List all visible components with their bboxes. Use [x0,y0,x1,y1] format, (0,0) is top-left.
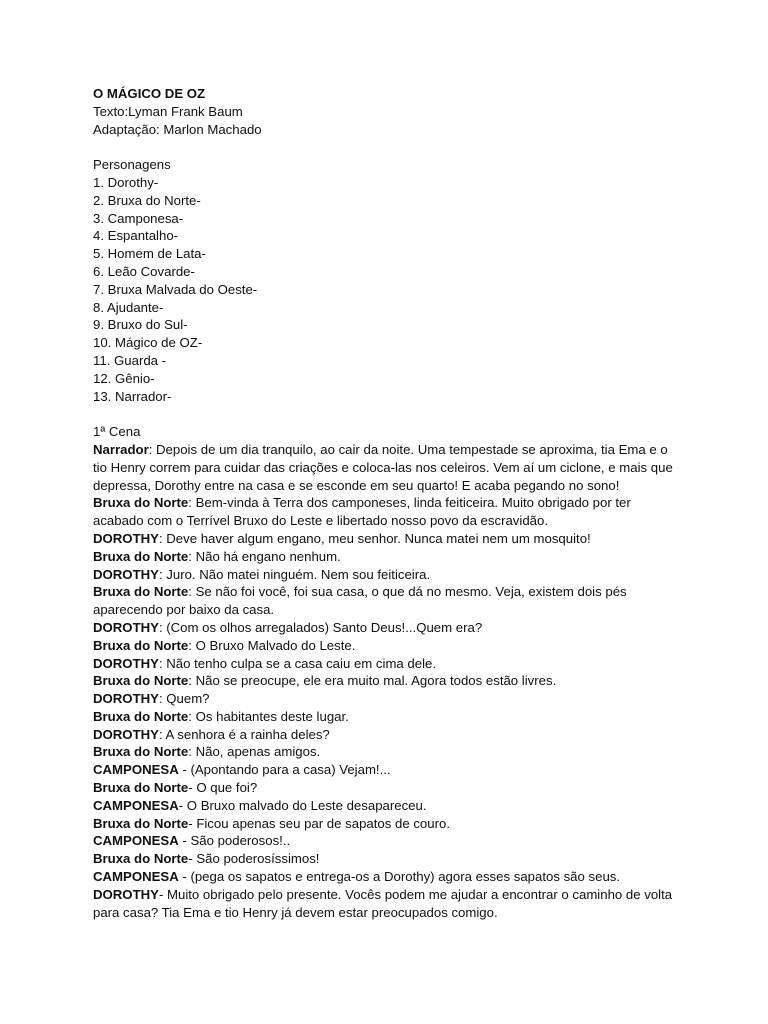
speaker-name: DOROTHY [93,619,159,635]
dialogue-line [93,530,683,548]
dialogue-text: : Quem? [158,691,210,707]
dialogue-text: : A senhora é a rainha deles? [158,726,330,742]
speaker-name: Bruxa do Norte [93,780,189,796]
character-item: 3. Camponesa- [93,210,184,226]
character-item: 9. Bruxo do Sul- [93,317,188,333]
dialogue-text: : O Bruxo Malvado do Leste. [188,637,356,653]
dialogue-line [93,815,683,833]
speaker-name: DOROTHY [93,886,159,902]
dialogue-line [93,583,683,619]
character-item: 6. Leão Covarde- [93,263,195,279]
speaker-name: DOROTHY [93,726,159,742]
dialogue-line [93,672,683,690]
dialogue-line [93,655,683,673]
speaker-name: Bruxa do Norte [93,708,189,724]
dialogue-line [93,743,683,761]
character-item: 10. Mágico de OZ- [93,335,203,351]
dialogue-line [93,868,683,886]
speaker-name: DOROTHY [93,655,159,671]
dialogue-line [93,441,683,494]
dialogue-text: : Deve haver algum engano, meu senhor. Nunca matei nem um mosquito! [158,530,591,546]
dialogue-text: - São poderosíssimos! [188,851,320,867]
dialogue-line [93,797,683,815]
character-item: 13. Narrador- [93,388,172,404]
characters-heading: Personagens [93,157,171,173]
dialogue-line [93,726,683,744]
speaker-name: Narrador [93,441,149,457]
dialogue-line [93,779,683,797]
speaker-name: DOROTHY [93,566,159,582]
dialogue-line [93,886,683,922]
dialogue-text: - Ficou apenas seu par de sapatos de couro. [188,815,450,831]
dialogue-text: - (pega os sapatos e entrega-os a Dorothy) agora esses sapatos são seus. [178,869,621,885]
characters-list [93,174,683,405]
dialogue-line [93,566,683,584]
character-item: 12. Gênio- [93,370,155,386]
dialogue-text: : Depois de um dia tranquilo, ao cair da noite. Uma tempestade se aproxima, tia Ema e o tio Henry correm para cuidar das criações e coloca-las nos celeiros. Vem aí um ciclone, e mais que depressa, Dorothy entre na casa e se esconde em seu quarto! E acaba pegando no sono! [93,441,673,493]
speaker-name: Bruxa do Norte [93,744,189,760]
dialogue-line [93,832,683,850]
author-credit: Texto:Lyman Frank Baum [93,103,243,119]
dialogue-line [93,548,683,566]
speaker-name: Bruxa do Norte [93,851,189,867]
spacer [93,138,683,156]
dialogue-line [93,619,683,637]
dialogue-text: - (Apontando para a casa) Vejam!... [178,762,391,778]
document-page [93,85,683,921]
speaker-name: Bruxa do Norte [93,548,189,564]
dialogue-text: : Bem-vinda à Terra dos camponeses, linda feiticeira. Muito obrigado por ter acabado com o Terrível Bruxo do Leste e libertado nosso povo da escravidão. [93,495,631,529]
speaker-name: Bruxa do Norte [93,495,189,511]
dialogue-line [93,690,683,708]
speaker-name: CAMPONESA [93,797,179,813]
character-item: 7. Bruxa Malvada do Oeste- [93,281,258,297]
dialogue-text: : Não há engano nenhum. [188,548,341,564]
speaker-name: CAMPONESA [93,762,179,778]
adaptation-credit: Adaptação: Marlon Machado [93,121,262,137]
dialogue-text: - São poderosos!.. [178,833,291,849]
spacer [93,405,683,423]
dialogue-text: : Não se preocupe, ele era muito mal. Agora todos estão livres. [188,673,557,689]
dialogue-line [93,637,683,655]
character-item: 5. Homem de Lata- [93,246,206,262]
dialogue-text: : Juro. Não matei ninguém. Nem sou feiticeira. [158,566,431,582]
speaker-name: DOROTHY [93,530,159,546]
dialogue-text: : Se não foi você, foi sua casa, o que dá no mesmo. Veja, existem dois pés aparecendo por baixo da casa. [93,584,627,618]
document-title: O MÁGICO DE OZ [93,86,206,101]
dialogue-text: - Muito obrigado pelo presente. Vocês podem me ajudar a encontrar o caminho de volta para casa? Tia Ema e tio Henry já devem estar preocupados comigo. [93,886,673,920]
speaker-name: CAMPONESA [93,833,179,849]
dialogue-line [93,494,683,530]
character-item: 8. Ajudante- [93,299,164,315]
dialogue-text: - O que foi? [188,780,258,796]
speaker-name: Bruxa do Norte [93,815,189,831]
character-item: 4. Espantalho- [93,228,179,244]
dialogue [93,441,683,922]
dialogue-text: : Os habitantes deste lugar. [188,708,349,724]
dialogue-line [93,850,683,868]
speaker-name: DOROTHY [93,691,159,707]
dialogue-text: : Não, apenas amigos. [188,744,321,760]
character-item: 2. Bruxa do Norte- [93,192,201,208]
speaker-name: Bruxa do Norte [93,637,189,653]
dialogue-text: - O Bruxo malvado do Leste desapareceu. [178,797,427,813]
character-item: 1. Dorothy- [93,174,159,190]
character-item: 11. Guarda - [93,352,167,368]
dialogue-text: : Não tenho culpa se a casa caiu em cima dele. [158,655,437,671]
speaker-name: Bruxa do Norte [93,584,189,600]
dialogue-text: : (Com os olhos arregalados) Santo Deus!...Quem era? [158,619,483,635]
speaker-name: CAMPONESA [93,869,179,885]
scene-heading: 1ª Cena [93,424,141,440]
dialogue-line [93,761,683,779]
speaker-name: Bruxa do Norte [93,673,189,689]
dialogue-line [93,708,683,726]
